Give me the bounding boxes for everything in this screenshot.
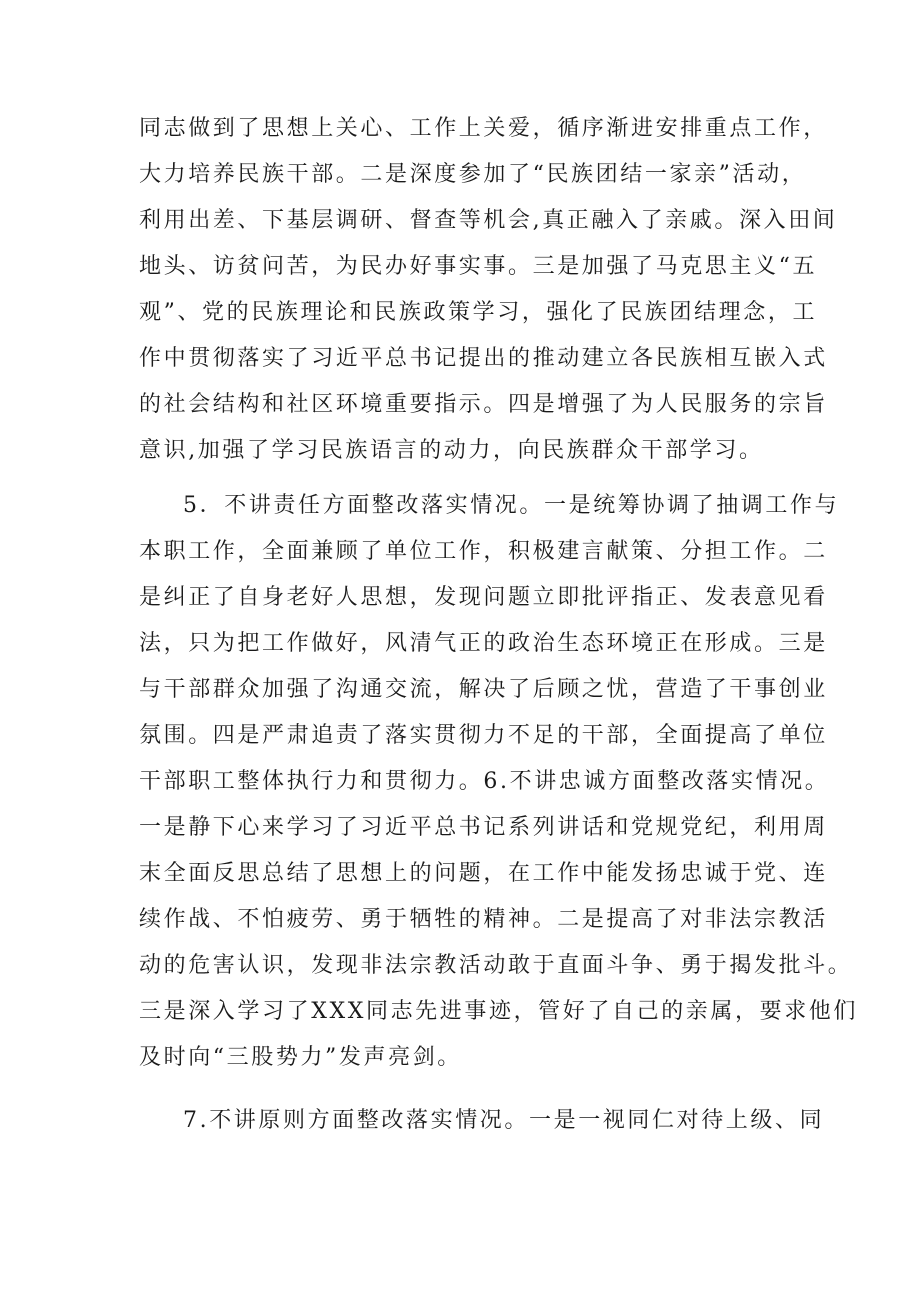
text-line: 末全面反思总结了思想上的问题，在工作中能发扬忠诚于党、连: [139, 861, 828, 886]
text-line: 本职工作，全面兼顾了单位工作，积极建言献策、分担工作。二: [139, 539, 828, 564]
text-line: 与干部群众加强了沟通交流，解决了后顾之忧，营造了干事创业: [139, 677, 828, 702]
paragraph-start-line: 5．不讲责任方面整改落实情况。一是统筹协调了抽调工作与: [183, 493, 840, 518]
text-line: 大力培养民族干部。二是深度参加了“民族团结一家亲”活动，: [139, 162, 807, 187]
text-line: 是纠正了自身老好人思想，发现问题立即批评指正、发表意见看: [139, 585, 828, 610]
text-line: 氛围。四是严肃追责了落实贯彻力不足的干部，全面提高了单位: [139, 723, 828, 748]
document-body: [139, 106, 858, 1144]
text-line: 三是深入学习了XXX同志先进事迹，管好了自己的亲属，要求他们: [139, 999, 858, 1024]
text-line: 作中贯彻落实了习近平总书记提出的推动建立各民族相互嵌入式: [139, 346, 828, 371]
text-line: 同志做到了思想上关心、工作上关爱，循序渐进安排重点工作，: [139, 116, 828, 141]
text-line: 地头、访贫问苦，为民办好事实事。三是加强了马克思主义“五: [139, 254, 818, 279]
text-line: 观”、党的民族理论和民族政策学习，强化了民族团结理念，工: [139, 300, 818, 325]
text-line: 续作战、不怕疲劳、勇于牺牲的精神。二是提高了对非法宗教活: [139, 907, 828, 932]
text-line: 一是静下心来学习了习近平总书记系列讲话和党规党纪，利用周: [139, 815, 828, 840]
text-line: 动的危害认识，发现非法宗教活动敢于直面斗争、勇于揭发批斗。: [139, 953, 853, 978]
text-line: 利用出差、下基层调研、督查等机会,真正融入了亲戚。深入田间: [139, 208, 838, 233]
text-line: 干部职工整体执行力和贯彻力。6.不讲忠诚方面整改落实情况。: [139, 769, 830, 794]
text-line: 法，只为把工作做好，风清气正的政治生态环境正在形成。三是: [139, 631, 828, 656]
text-line: 及时向“三股势力”发声亮剑。: [139, 1045, 462, 1070]
text-line: 意识,加强了学习民族语言的动力，向民族群众干部学习。: [139, 438, 764, 463]
text-line: 的社会结构和社区环境重要指示。四是增强了为人民服务的宗旨: [139, 392, 828, 417]
paragraph-start-line: 7.不讲原则方面整改落实情况。一是一视同仁对待上级、同: [183, 1108, 825, 1133]
